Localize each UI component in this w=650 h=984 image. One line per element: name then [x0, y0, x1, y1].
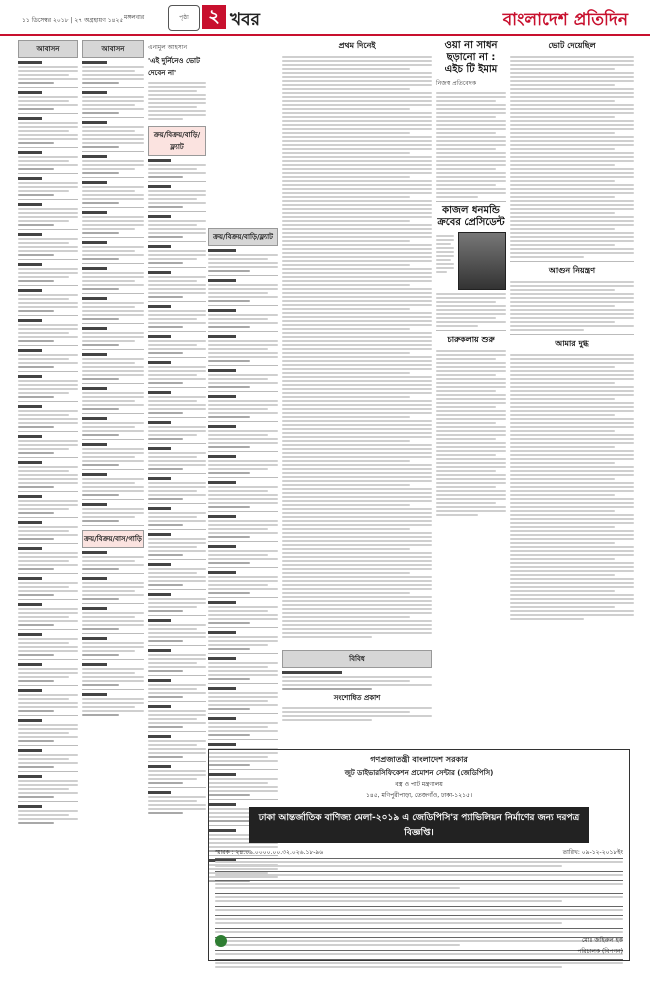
article-main-column	[282, 40, 432, 640]
tender-notice	[208, 749, 630, 961]
tender-memo-date: তারিখ: ০৯-১২-২০১৮ইং	[562, 849, 623, 856]
article-headline: কাজল ধনমন্ডি ক্রবের প্রেসিডেন্ট	[437, 205, 505, 228]
tender-row	[215, 906, 623, 915]
tender-address: ১৪৫, মণিপুরীপাড়া, তেজগাঁও, ঢাকা-১২১৫।	[365, 792, 473, 799]
page-label: পৃষ্ঠা	[168, 5, 200, 31]
classified-category-title: আবাসন	[18, 40, 78, 58]
tender-row	[215, 893, 623, 906]
classified-category-title: ক্রয়/বিক্রয়/বাড়ি/ফ্ল্যাট	[208, 228, 278, 246]
article-headline: আমার দুগ্ধ	[555, 339, 589, 348]
article-headline: 'এই দুর্নিনেও ভোট দেবেন না'	[148, 57, 200, 77]
tender-ministry: বস্ত্র ও পাট মন্ত্রণালয়	[395, 781, 443, 788]
page-number: ২	[202, 5, 226, 29]
article-headline: আগুন নিয়ন্ত্রণ	[548, 266, 596, 275]
tender-signer: মোঃ জহিরুল হক	[581, 937, 623, 944]
tender-row	[215, 915, 623, 928]
article-right-column	[510, 40, 634, 622]
article-author: এনামুল আহসান	[148, 44, 188, 51]
classified-subtitle: সংশোধিত প্রকাশ	[333, 694, 381, 702]
section-title: খবর	[230, 10, 260, 30]
tender-row	[215, 959, 623, 972]
article-body	[282, 56, 432, 638]
person-photo	[458, 232, 506, 290]
page-header	[0, 0, 650, 36]
tender-memo: স্মারক : ২৪.০৯.০০০০.০০.৩২.০২৬.১৮-৯৬	[215, 849, 324, 856]
article-byline: নিজস্ব প্রতিবেদক	[436, 80, 477, 87]
tender-row	[215, 880, 623, 893]
tender-memo-row	[209, 847, 629, 858]
tender-row	[215, 871, 623, 880]
classified-column-2	[82, 40, 144, 718]
classified-category-title: বিবিধ	[282, 650, 432, 668]
classified-category-title: ক্রয়/বিক্রয়/বাড়ি/ফ্ল্যাট	[148, 126, 206, 156]
classified-category-title: আবাসন	[82, 40, 144, 58]
tender-org-2: জুট ডাইভারসিফিকেশন প্রমোশন সেন্টার (জেডিপিসি)	[344, 769, 494, 777]
classified-column-1	[18, 40, 78, 826]
issue-date: ১১ ডিসেম্বর ২০১৮ | ২৭ অগ্রহায়ণ ১৪২৫	[22, 17, 124, 24]
tender-signer-title: পরিচালক (বিপণন)	[577, 948, 623, 955]
article-kicker: প্রথম দিনেই	[338, 41, 376, 50]
article-headline: ভোট দেয়েছিল	[548, 41, 596, 50]
tender-org: গণপ্রজাতন্ত্রী বাংলাদেশ সরকার	[370, 755, 468, 764]
article-headline: চারুকলায় শুরু	[447, 335, 495, 344]
tender-footer	[215, 935, 623, 957]
article-column-3	[148, 40, 206, 816]
government-seal-icon	[215, 935, 227, 947]
issue-day: মঙ্গলবার	[124, 14, 145, 21]
classified-category-title: ক্রয়/বিক্রয়/বাস/গাড়ি	[82, 530, 144, 548]
tender-title: ঢাকা আন্তর্জাতিক বাণিজ্য মেলা-২০১৯ এ জেডিপিসি'র প্যাভিলিয়ন নির্মাণের জন্য দরপত্র বিজ্ঞপ্তি।	[249, 807, 589, 843]
classified-ads-list	[82, 61, 144, 526]
newspaper-brand: বাংলাদেশ প্রতিদিন	[502, 10, 628, 30]
misc-section	[282, 650, 432, 723]
article-side-column	[436, 40, 506, 518]
classified-ads-list	[18, 61, 78, 824]
classified-ads-list	[148, 159, 206, 814]
article-headline: ওয়া না সাধন ছড়ানো না : এইচ টি ইমাম	[444, 40, 498, 75]
tender-row	[215, 858, 623, 871]
classified-ads-list	[82, 551, 144, 716]
